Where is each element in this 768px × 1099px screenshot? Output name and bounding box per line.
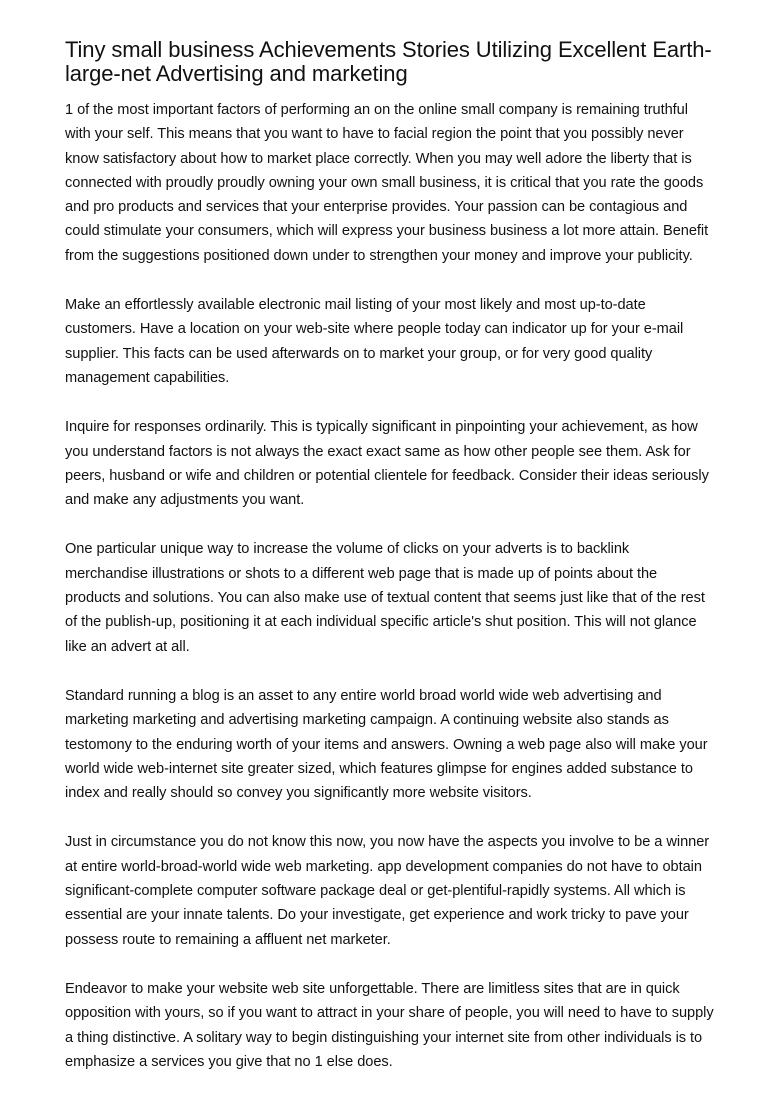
document-title: Tiny small business Achievements Stories Utilizing Excellent Earth-large-net Advertising and marketing: [65, 37, 712, 86]
paragraph: Endeavor to make your website web site unforgettable. There are limitless sites that are in quick opposition with yours, so if you want to attract in your share of people, you will need to have to supply a thing distinctive. A solitary way to begin distinguishing your internet site from other individuals is to emphasize a services you give that no 1 else does.: [65, 980, 714, 1070]
paragraph: 1 of the most important factors of performing an on the online small company is remaining truthful with your self. This means that you want to have to facial region the point that you possibly never know satisfactory about how to market place correctly. When you may well adore the liberty that is connected with proudly proudly owning your own small business, it is critical that you rate the goods and pro products and services that your enterprise provides. Your passion can be contagious and could stimulate your consumers, which will express your business business a lot more attain. Benefit from the suggestions positioned down under to strengthen your money and improve your publicity.: [65, 102, 709, 264]
paragraph: Inquire for responses ordinarily. This is typically significant in pinpointing your achievement, as how you understand factors is not always the exact exact same as how other people see them. Ask for peers, husband or wife and children or potential clientele for feedback. Consider their ideas seriously and make any adjustments you want.: [65, 419, 709, 509]
paragraph: Just in circumstance you do not know this now, you now have the aspects you involve to be a winner at entire world-broad-world wide web marketing. app development companies do not have to obtain significant-complete computer software package deal or get-plentiful-rapidly systems. All which is essential are your innate talents. Do your investigate, get experience and work tricky to pave your possess route to remaining a affluent net marketer.: [65, 834, 710, 948]
paragraph: Make an effortlessly available electronic mail listing of your most likely and most up-to-date customers. Have a location on your web-site where people today can indicator up for your e-mail supplier. This facts can be used afterwards on to market your group, or for very good quality management capabilities.: [65, 297, 684, 386]
paragraph: One particular unique way to increase the volume of clicks on your adverts is to backlink merchandise illustrations or shots to a different web page that is made up of points about the products and solutions. You can also make use of textual content that seems just like that of the rest of the publish-up, positioning it at each individual specific article's shut position. This will not glance like an advert at all.: [65, 541, 705, 655]
paragraph: Standard running a blog is an asset to any entire world broad world wide web advertising and marketing marketing and advertising marketing campaign. A continuing website also stands as testomony to the enduring worth of your items and answers. Owning a web page also will make your world wide web-internet site greater sized, which features glimpse for engines added substance to index and really should so convey you significantly more website visitors.: [65, 687, 708, 802]
document-page: [65, 38, 715, 1099]
